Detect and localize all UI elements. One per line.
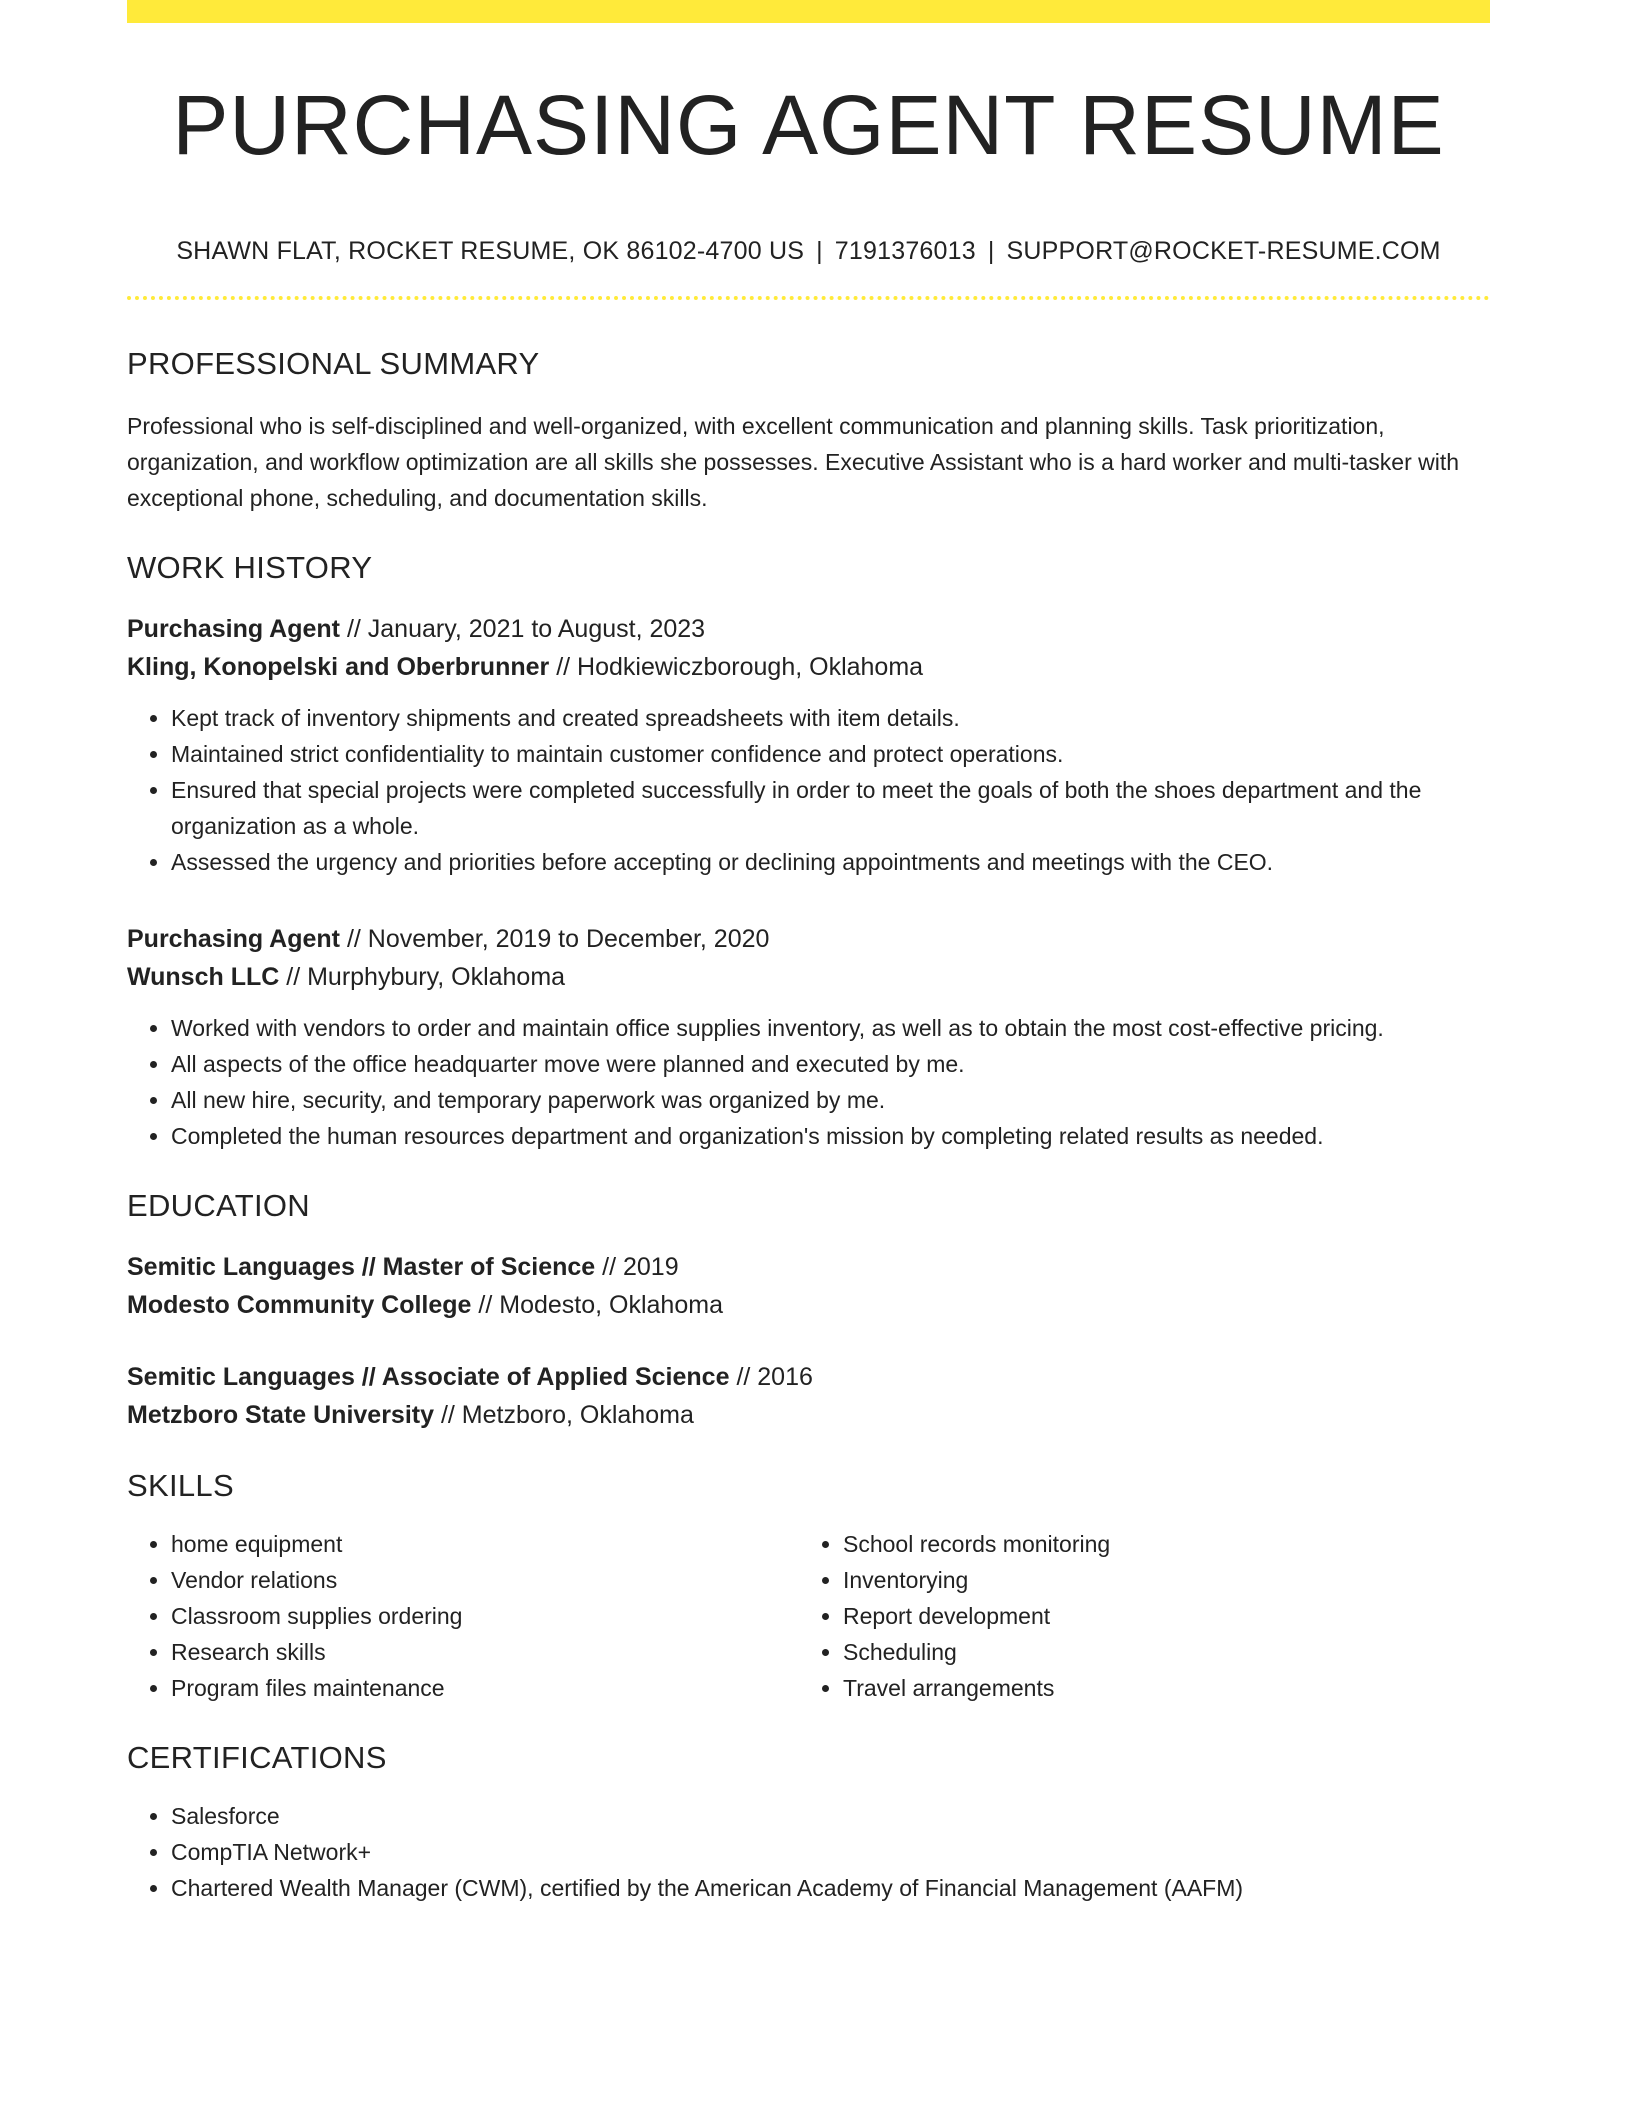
- job-bullets: [127, 1010, 1490, 1154]
- work-history-heading: WORK HISTORY: [127, 550, 373, 585]
- contact-separator: |: [816, 237, 823, 265]
- education-heading: EDUCATION: [127, 1188, 310, 1223]
- degree-year: // 2016: [729, 1363, 813, 1391]
- school-line: [127, 1286, 1490, 1324]
- skill-item: • Report development: [843, 1598, 1471, 1634]
- job-company-line: [127, 958, 1490, 996]
- job-location: // Murphybury, Oklahoma: [279, 963, 566, 991]
- job-bullets: [127, 700, 1490, 880]
- skill-item: • School records monitoring: [843, 1526, 1471, 1562]
- resume-title: PURCHASING AGENT RESUME: [172, 78, 1445, 172]
- summary-text: Professional who is self-disciplined and well-organized, with excellent communication and planning skills. Task prioritization, organization, and workflow optimization are all skills she possesses. Executive Assistant who is a hard worker and multi-tasker with exceptional phone, scheduling, and documentation skills.: [127, 413, 1460, 511]
- education-entry: [127, 1358, 1490, 1434]
- top-accent-bar: [127, 0, 1490, 23]
- education-entry: [127, 1248, 1490, 1324]
- dotted-divider: [127, 296, 1490, 300]
- job-title: Purchasing Agent: [127, 925, 340, 953]
- skills-grid: [127, 1526, 1490, 1706]
- skill-item: • Classroom supplies ordering: [171, 1598, 799, 1634]
- school-location: // Modesto, Oklahoma: [471, 1291, 723, 1319]
- skill-item: • Scheduling: [843, 1634, 1471, 1670]
- job-bullet: • All aspects of the office headquarter move were planned and executed by me.: [171, 1046, 1490, 1082]
- school-name: Modesto Community College: [127, 1291, 472, 1319]
- job-bullet: • Ensured that special projects were completed successfully in order to meet the goals of both the shoes department and the organization as a whole.: [171, 772, 1490, 844]
- job-dates: // November, 2019 to December, 2020: [340, 925, 770, 953]
- education-section: [127, 1188, 1490, 1434]
- school-line: [127, 1396, 1490, 1434]
- degree-name: Semitic Languages // Master of Science: [127, 1253, 596, 1281]
- degree-line: [127, 1248, 1490, 1286]
- job-bullet: • All new hire, security, and temporary paperwork was organized by me.: [171, 1082, 1490, 1118]
- contact-phone: 7191376013: [834, 237, 976, 265]
- job-bullet: • Assessed the urgency and priorities before accepting or declining appointments and meetings with the CEO.: [171, 844, 1490, 880]
- certifications-section: [127, 1740, 1490, 1906]
- skill-item: • Research skills: [171, 1634, 799, 1670]
- work-history-section: [127, 550, 1490, 1154]
- degree-year: // 2019: [595, 1253, 679, 1281]
- certification-item: • Salesforce: [171, 1798, 1490, 1834]
- summary-heading: PROFESSIONAL SUMMARY: [127, 346, 540, 381]
- skills-section: [127, 1468, 1490, 1706]
- skill-item: • Program files maintenance: [171, 1670, 799, 1706]
- skills-column-right: [799, 1526, 1471, 1706]
- job-company: Wunsch LLC: [127, 963, 280, 991]
- job-location: // Hodkiewiczborough, Oklahoma: [549, 653, 924, 681]
- contact-separator: |: [987, 237, 995, 265]
- job-company-line: [127, 648, 1490, 686]
- certification-item: • CompTIA Network+: [171, 1834, 1490, 1870]
- job-dates: // January, 2021 to August, 2023: [340, 615, 706, 643]
- contact-email: SUPPORT@ROCKET-RESUME.COM: [1006, 237, 1441, 265]
- job-entry: [127, 610, 1490, 880]
- contact-line: [127, 237, 1490, 266]
- contact-address: SHAWN FLAT, ROCKET RESUME, OK 86102-4700 US: [176, 237, 805, 265]
- job-company: Kling, Konopelski and Oberbrunner: [127, 653, 550, 681]
- job-title: Purchasing Agent: [127, 615, 340, 643]
- skills-column-left: [127, 1526, 799, 1706]
- job-title-line: [127, 610, 1490, 648]
- school-location: // Metzboro, Oklahoma: [434, 1401, 694, 1429]
- skills-heading: SKILLS: [127, 1468, 234, 1503]
- certifications-list: [127, 1798, 1490, 1906]
- job-entry: [127, 920, 1490, 1154]
- job-bullet: • Completed the human resources department and organization's mission by completing related results as needed.: [171, 1118, 1490, 1154]
- job-title-line: [127, 920, 1490, 958]
- job-bullet: • Maintained strict confidentiality to maintain customer confidence and protect operations.: [171, 736, 1490, 772]
- skill-item: • Inventorying: [843, 1562, 1471, 1598]
- skill-item: • home equipment: [171, 1526, 799, 1562]
- certifications-heading: CERTIFICATIONS: [127, 1740, 387, 1775]
- skill-item: • Travel arrangements: [843, 1670, 1471, 1706]
- degree-line: [127, 1358, 1490, 1396]
- job-bullet: • Kept track of inventory shipments and created spreadsheets with item details.: [171, 700, 1490, 736]
- school-name: Metzboro State University: [127, 1401, 435, 1429]
- job-bullet: • Worked with vendors to order and maintain office supplies inventory, as well as to obtain the most cost-effective pricing.: [171, 1010, 1490, 1046]
- skill-item: • Vendor relations: [171, 1562, 799, 1598]
- degree-name: Semitic Languages // Associate of Applied Science: [127, 1363, 730, 1391]
- resume-page: [127, 0, 1490, 1906]
- certification-item: • Chartered Wealth Manager (CWM), certified by the American Academy of Financial Management (AAFM): [171, 1870, 1490, 1906]
